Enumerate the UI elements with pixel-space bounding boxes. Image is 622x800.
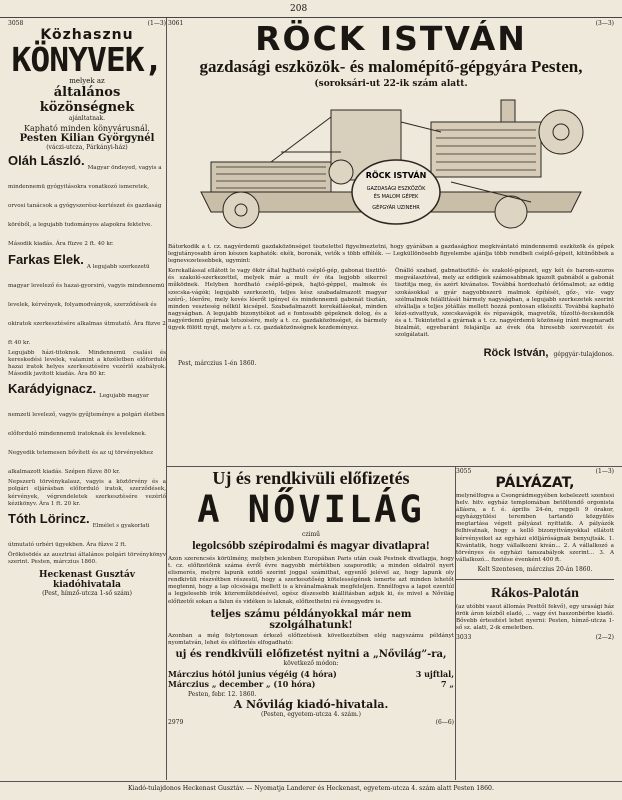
books-closing: Heckenast Gusztáv kiadóhivatala: [38, 569, 136, 590]
seal-line-1: RÖCK ISTVÁN: [365, 171, 427, 180]
order-reference: (6—6): [435, 718, 454, 726]
author-text-1: Magyar öndeyed, vagyis a mindennemü gyógyitásokra vonatkozó ismeretek, orvosi tanácsok a gyógyszerész-kertészet és gazdaság köréből, a legujabb tudományos alapokra fektetve. Második kiadás. Ára füzve 2 ft. 40 kr.: [8, 165, 162, 247]
books-closing-address: (Pest, hímző-utcza 1-ső szám): [42, 589, 132, 597]
books-line-b: általános közönségnek: [39, 85, 135, 115]
section-divider: [166, 466, 622, 467]
palyazat-body: melynélfogva a Csongrádmegyében kebelezett szentesi helv. hitv. egyház templomában betöltendő orgonista állásra, a f. é. április 24-én, reggeli 9 órakor, egyházgyülési teremben tartandó közgyülés megtartása végett pályázat nyittatik. A pályázók felhivatnak, hogy a kellő bizonyitványokkal ellátott kérvényeiket az egyházi elöljáróságnak benyujtsák. 1. Kivántatik, hogy vállalkozni kiván... 2. A vállalkozó a törvényes és egyházi tanszabályok szerint... 3. A vállalkozó... fizetése évenként 400 ft.: [456, 493, 614, 563]
page-number: 208: [290, 4, 308, 14]
seal-line-4: GÉPGYÁR UZINEHR: [372, 205, 420, 211]
novilag-pretitle: Uj és rendkivüli előfizetés: [212, 468, 410, 488]
novilag-highlight: teljes számu példányokkal már nem szolgálhatunk!: [210, 608, 412, 631]
rakos-body: (az utóbbi vasut állomás Pesttől fekvő), egy urasági ház örök áron kézből eladó, ... vagy évi haszonbérbe kiadó. Bővebb értesitést lehet nyerni: Pesten, hímző-utcza 1-ső sz. alatt, 2-ik emeletben.: [456, 603, 614, 632]
ad-reference: (3—3): [595, 20, 614, 27]
novilag-advert: [168, 468, 454, 780]
novilag-cta: uj és rendkivüli előfizetést nyitni a „Nővilág”-ra,: [175, 648, 447, 660]
seal-line-2: GAZDASÁGI ESZKÖZÖK: [366, 186, 426, 192]
rock-address: (soroksári-ut 22-ik szám alatt.: [314, 79, 468, 89]
rakos-reference: (2—2): [595, 634, 614, 642]
rock-intro: Bátorkodik a t. cz. nagyérdemü gazdaközönséget tisztelettel figyelmeztetni, hogy gyárában a gazdasághoz megkivántató mindennemü eszközök és gépek legjutányosabb áron készen kaphatók: ekék, boronák, vetők s több effélék. — Legküllönösebb figyelembe ajánlja több rendbeli cséplő-gépeit, kitünőbbek a legnevezetesebbek, ugymint:: [168, 244, 614, 265]
novilag-publisher-address: (Pesten, egyetem-utcza 4. szám.): [260, 710, 362, 718]
top-rule: [0, 17, 622, 18]
novilag-notice: Azonban a még folytonosan érkező előfizetések következtében elég nagyszámu példányt nyomtatván, lehet és előfizetés elfogadható:: [168, 632, 454, 646]
novilag-czimu: czimű: [302, 531, 320, 538]
price-row-2-value: 7 „: [441, 678, 454, 689]
author-more-4: Örökösödés az ausztriai általános polgári törvénykönyv szerint. Pesten, márczius 1860.: [8, 551, 166, 565]
rakos-number: 3033: [456, 634, 472, 642]
books-title-main: KÖNYVEK,: [11, 40, 163, 79]
novilag-publisher: A Nővilág kiadó-hivatala.: [233, 697, 389, 711]
books-line-d: Kapható minden könyvárusnál.: [24, 124, 150, 133]
rakos-title: Rákos-Palotán: [491, 585, 579, 601]
author-name-2: Farkas Elek.: [8, 252, 84, 267]
price-row-1-label: Márczius hótól junius végéig (4 hóra): [168, 668, 337, 679]
author-name-1: Oláh László.: [8, 153, 85, 168]
novilag-cta-2: következő módon:: [283, 659, 339, 667]
author-name-3: Karádyignacz.: [8, 381, 97, 397]
rock-istvan-advert: [168, 20, 614, 466]
ad-number: 3061: [168, 20, 184, 27]
author-text-2: A legujabb szerkezetü magyar levelező és hazai-gyorsiró, vagyis mindennemü levelek, kérvények, folyamodványok, szerződések és okiratok szerkesztésére alkalmas útmutató. Ára füzve 2 ft 40 kr.: [8, 264, 166, 346]
bottom-rule: [0, 781, 622, 782]
novilag-subtitle: legolcsóbb szépirodalmi és magyar divatlapra!: [192, 538, 430, 552]
ad-reference: (1—3): [147, 20, 166, 27]
seal-line-3: ÉS MALOM GÉPEK: [373, 194, 419, 200]
author-text-3: Legujabb magyar nemzeti levelező, vagyis gyűjteménye a polgári életben előforduló mindennemü iratoknak és leveleknek. Negyedik tetemesen bővített és az uj törvényekhez alkalmazott kiadás. Szépen fűzve 80 kr.: [8, 393, 165, 476]
novilag-title: A NŐVILÁG: [197, 488, 425, 531]
order-number: 2979: [168, 718, 184, 726]
palyazat-advert: [456, 468, 614, 780]
ad-number: 3058: [8, 20, 24, 27]
books-line-a: melyek az: [69, 77, 105, 85]
novilag-date: Pesten, febr. 12. 1860.: [188, 690, 257, 698]
author-name-4: Tóth Lörincz.: [8, 510, 90, 526]
rock-col-1: Kerekallással ellátott le vagy ökör által hajtható cséplő-gép, gabonai tisztitó- és szakoló-szerkezettel, melyek már a mult év óta legjobb sikerrel működnek. Helyben hordható cséplő-gépek, hajtó-géppel, malmok és szecska-vágók; legujabb szerkezetü, teljes kész szabadalmazott magyar szérű-, lóerőre, mely kevés lóerőt igényel és mindennemü gabonát tisztán, minden veszteség nélkül kicsépel. Szabadalmazott kerekállásokat, minden nagyságban. A legujabb bizonyitékot ad e fontosabb gépeknek dolog, és a nagyérdemü gyárnak tetszésére, mely a t. cz. gazdaközönséget, és bármely ügyek fölött nyujt, melyre a t. cz. gazdaközönségnek kezdeményez.: [168, 268, 387, 332]
author-more-3: Nepszerü törvénykalauz, vagyis a köztörvény és a polgári eljárásban előforduló iratok, szerződések, kérvények, végrendeletek szerkesztésére vezérlő kézikönyv. Ára 1 ft. 20 kr.: [8, 479, 166, 507]
column-divider-left: [166, 18, 167, 780]
price-row-2-label: Márczius „ december „ (10 hóra): [168, 678, 316, 689]
books-address: (váczi-utcza, Párkányi-ház): [46, 144, 128, 151]
ad-reference: (1—3): [595, 468, 614, 475]
author-text-4: Elmélet s gyakorlati útmutató urbéri ügyekben. Ára fűzve 2 ft.: [8, 522, 150, 548]
rock-date: Pest, márczius 1-én 1860.: [178, 360, 257, 368]
rock-subtitle: gazdasági eszközök- és malomépítő-gépgyára Pesten,: [199, 57, 583, 76]
books-title-top: Közhasznu: [40, 27, 134, 43]
seal-emblem: [352, 160, 440, 224]
rock-col-2: Önálló szabad, gabnatisztitó- és szakoló-gépezet, egy két és harom-szoros megválasztóval, mely az eddigiek számosabbnak igazolt gabnából a gabonát tisztitja meg, és azért kivánatos. Továbbá hordozható őrlőmalmot; az eddig szokásokkal a gyár nagyobbszerü malmok építését, gőz-, víz- vagy szélmalmok felállitását bármely nagyságban, a legujabb szerkezetek szerint elvállalja s teljes jótállás mellett hozzá pontosan elkésziti. Továbbá kapható kézi-szivattyuk, szecskavágók és répavágók, magvetők, tűzoltó-fecskendők és a t. Tekintettel a gyárnak a t. cz. nagyérdemü közönség iránt megmaradt bizalmát, egyebaránt felajánlja az évek óta hiresebb szervezetét és szolgálatait.: [395, 268, 614, 339]
rock-signature-role: gépgyár-tulajdonos.: [553, 351, 614, 359]
books-line-c: ajánltatnak.: [68, 115, 106, 122]
books-publisher: Pesten Kilian Györgynél: [19, 133, 155, 144]
page-footer: Kiadó-tulajdonos Heckenast Gusztáv. — Nyomatja Landerer és Heckenast, egyetem-utcza 4. szám alatt Pesten 1860.: [128, 785, 494, 792]
novilag-body: Azon szerencsés körülmény, melyben jelenben Europában Paris után csak Pestnek divatlapja, hogy t. cz. előfizetőink száma évről évre nagyobb mértékben szaporodik; a minden oldalról nyert elismerés, melyre lapunk ezidő szerint joggal számithat, egyenlő jelével az, hogy lapunk oly rendkivüli részvétben részesül, hogy a szerkesztőség kötelességének ismerte azt minden lehetőt megtenni, hogy a lap olcsósága mellett is a kivánalmaknak megfeleljen. Ennélfogva a lapot ezentúl a legjelesebb irók közreműködésével, egész díszesebb kiállitásban adjuk ki, és mivel a Nővilág előfizetői sokan a falun és vidéken is laknak, előfizethetni rá évnegyedre is.: [168, 556, 454, 605]
palyazat-title: PÁLYÁZAT,: [495, 475, 575, 491]
ad-number: 3055: [456, 468, 472, 475]
rock-title: RÖCK ISTVÁN: [255, 20, 527, 58]
books-advert: [8, 20, 166, 780]
price-row-1-value: 3 ujftlal,: [415, 668, 454, 679]
author-more-2: Legujabb házi-titoknok. Mindennemü csalási és kereskedési levelek, valamint a közéletben előforduló hazai iratok helyes szerkesztésére vezérlő szabályok. Második javitott kiadás. Ára 80 kr.: [8, 350, 166, 378]
palyazat-divider: [456, 579, 614, 580]
palyazat-date: Kelt Szentesen, márczius 20-án 1860.: [477, 565, 593, 573]
machine-illustration: [181, 92, 601, 240]
rock-signature: Röck István,: [483, 347, 549, 360]
